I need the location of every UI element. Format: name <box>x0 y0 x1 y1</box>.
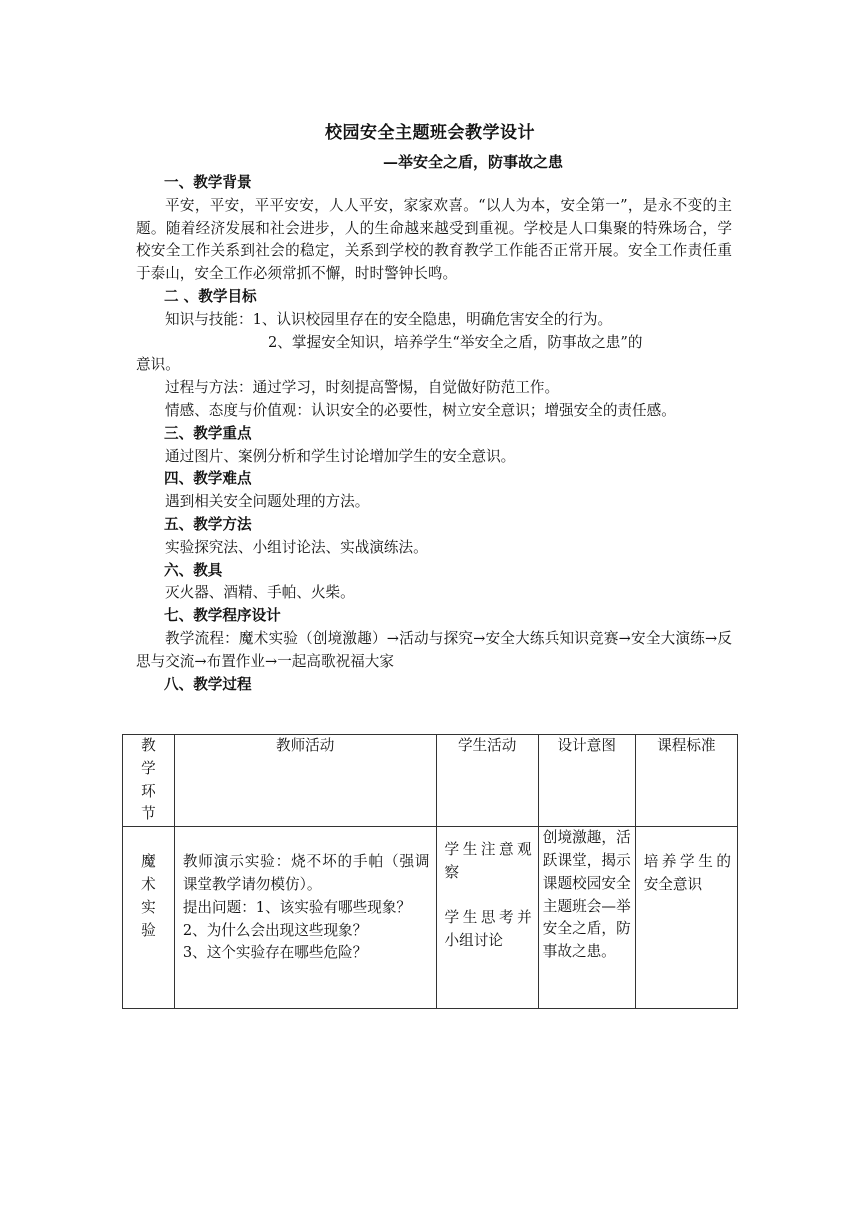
section-heading-methods: 五、教学方法 <box>164 515 252 533</box>
design-intent-cell: 创境激趣，活跃课堂，揭示课题校园安全主题班会—举安全之盾，防事故之患。 <box>538 827 635 1009</box>
goal-knowledge-2-continuation: 意识。 <box>136 356 180 374</box>
methods-text: 实验探究法、小组讨论法、实战演练法。 <box>165 538 428 556</box>
teacher-activity-cell: 教师演示实验：烧不坏的手帕（强调课堂教学请勿模仿）。 提出问题：1、该实验有哪些现象？ 2、为什么会出现这些现象？ 3、这个实验存在哪些危险？ <box>174 827 436 1009</box>
header-standard: 课程标准 <box>635 735 737 827</box>
section-heading-goals: 二 、教学目标 <box>164 287 257 305</box>
goal-knowledge-2: 2、掌握安全知识，培养学生“举安全之盾，防事故之患”的 <box>268 333 643 351</box>
stage-cell: 魔术实验 <box>123 827 175 1009</box>
procedure-text: 教学流程：魔术实验（创境激趣）→活动与探究→安全大练兵知识竞赛→安全大演练→反思与交流→布置作业→一起高歌祝福大家 <box>136 629 732 670</box>
section-heading-background: 一、教学背景 <box>164 174 252 191</box>
goal-emotion: 情感、态度与价值观：认识安全的必要性，树立安全意识；增强安全的责任感。 <box>165 401 676 419</box>
tools-text: 灭火器、酒精、手帕、火柴。 <box>165 584 355 602</box>
header-intent: 设计意图 <box>538 735 635 827</box>
goal-knowledge-1: 知识与技能：1、认识校园里存在的安全隐患，明确危害安全的行为。 <box>165 310 613 328</box>
teaching-process-table <box>122 734 738 1009</box>
header-student: 学生活动 <box>436 735 538 827</box>
section-heading-tools: 六、教具 <box>164 561 223 579</box>
key-points-text: 通过图片、案例分析和学生讨论增加学生的安全意识。 <box>165 447 516 465</box>
section-heading-key-points: 三、教学重点 <box>164 424 252 442</box>
student-activity-cell: 学生注意观察 学生思考并小组讨论 <box>436 827 538 1009</box>
section-heading-procedure: 七、教学程序设计 <box>164 607 281 625</box>
document-subtitle: —举安全之盾，防事故之患 <box>382 153 563 171</box>
difficulties-text: 遇到相关安全问题处理的方法。 <box>165 493 370 511</box>
goal-process: 过程与方法：通过学习，时刻提高警惕，自觉做好防范工作。 <box>165 379 560 397</box>
section-heading-process: 八、教学过程 <box>164 675 252 693</box>
table-header-row <box>123 735 738 827</box>
document-title: 校园安全主题班会教学设计 <box>325 123 535 143</box>
header-teacher: 教师活动 <box>174 735 436 827</box>
section-heading-difficulties: 四、教学难点 <box>164 470 252 488</box>
header-stage: 教学环节 <box>123 735 175 827</box>
table-row <box>123 827 738 1009</box>
background-paragraph: 平安，平安，平平安安，人人平安，家家欢喜。“以人为本，安全第一”，是永不变的主题。随着经济发展和社会进步，人的生命越来越受到重视。学校是人口集聚的特殊场合，学校安全工作关系到社会的稳定，关系到学校的教育教学工作能否正常开展。安全工作责任重于泰山，安全工作必须常抓不懈，时时警钟长鸣。 <box>136 196 732 283</box>
curriculum-standard-cell: 培养学生的安全意识 <box>635 827 737 1009</box>
document-body <box>136 172 732 696</box>
